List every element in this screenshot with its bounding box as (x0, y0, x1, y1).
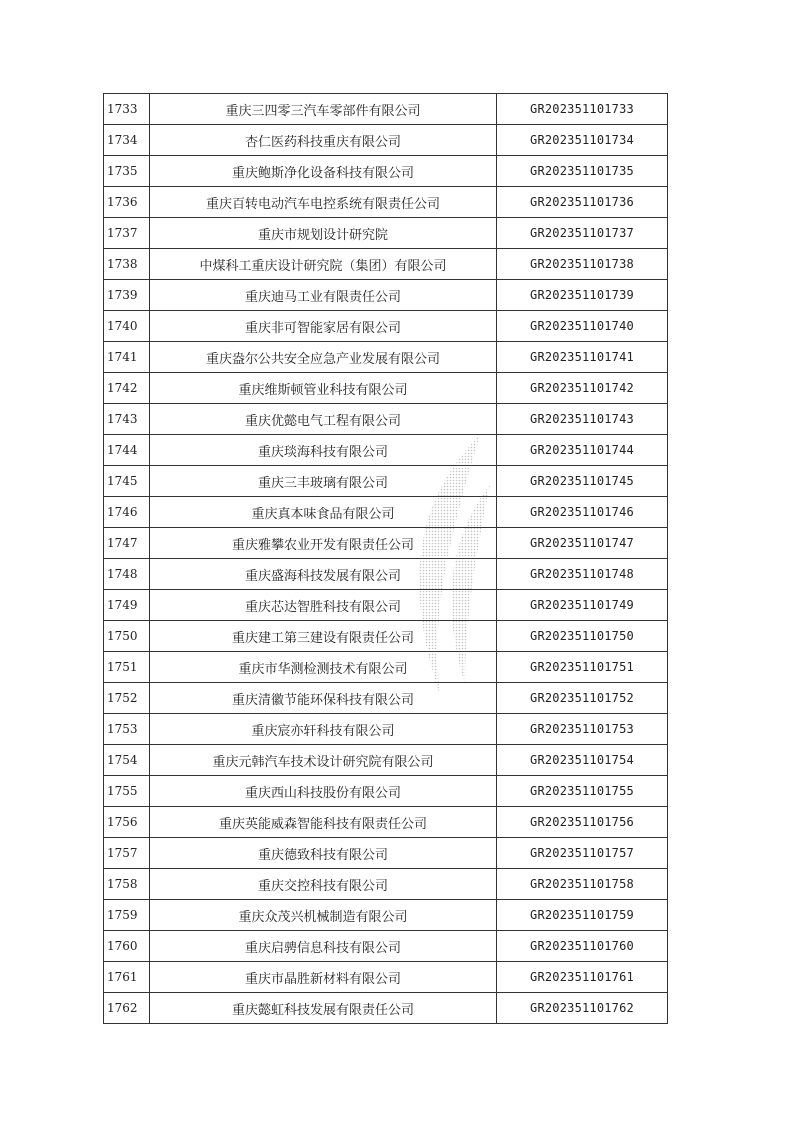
table-row (104, 962, 668, 993)
row-number: 1745 (104, 466, 150, 497)
company-name: 重庆盛海科技发展有限公司 (150, 559, 497, 590)
table-row (104, 342, 668, 373)
certificate-number: GR202351101741 (497, 342, 668, 373)
row-number: 1752 (104, 683, 150, 714)
company-name: 重庆迪马工业有限责任公司 (150, 280, 497, 311)
company-name: 重庆琰海科技有限公司 (150, 435, 497, 466)
certificate-number: GR202351101761 (497, 962, 668, 993)
company-name: 重庆西山科技股份有限公司 (150, 776, 497, 807)
certificate-number: GR202351101755 (497, 776, 668, 807)
table-row (104, 900, 668, 931)
row-number: 1739 (104, 280, 150, 311)
row-number: 1747 (104, 528, 150, 559)
certificate-number: GR202351101736 (497, 187, 668, 218)
certificate-number: GR202351101738 (497, 249, 668, 280)
certificate-number: GR202351101742 (497, 373, 668, 404)
row-number: 1751 (104, 652, 150, 683)
row-number: 1756 (104, 807, 150, 838)
table-row (104, 528, 668, 559)
company-name: 重庆交控科技有限公司 (150, 869, 497, 900)
company-name: 重庆非可智能家居有限公司 (150, 311, 497, 342)
table-row (104, 435, 668, 466)
certificate-number: GR202351101758 (497, 869, 668, 900)
table-row (104, 776, 668, 807)
certificate-number: GR202351101759 (497, 900, 668, 931)
row-number: 1744 (104, 435, 150, 466)
company-name: 重庆百转电动汽车电控系统有限责任公司 (150, 187, 497, 218)
company-name: 重庆清徽节能环保科技有限公司 (150, 683, 497, 714)
certificate-number: GR202351101752 (497, 683, 668, 714)
table-row (104, 590, 668, 621)
certificate-number: GR202351101735 (497, 156, 668, 187)
company-name: 重庆三丰玻璃有限公司 (150, 466, 497, 497)
table-row (104, 280, 668, 311)
table-row (104, 218, 668, 249)
certificate-number: GR202351101743 (497, 404, 668, 435)
company-name: 重庆三四零三汽车零部件有限公司 (150, 94, 497, 125)
row-number: 1737 (104, 218, 150, 249)
table-row (104, 869, 668, 900)
table-row (104, 993, 668, 1024)
table-row (104, 621, 668, 652)
company-name: 重庆维斯顿管业科技有限公司 (150, 373, 497, 404)
company-name: 重庆优懿电气工程有限公司 (150, 404, 497, 435)
row-number: 1740 (104, 311, 150, 342)
company-name: 重庆英能威森智能科技有限责任公司 (150, 807, 497, 838)
table-row (104, 683, 668, 714)
certificate-number: GR202351101739 (497, 280, 668, 311)
table-row (104, 559, 668, 590)
row-number: 1743 (104, 404, 150, 435)
certificate-number: GR202351101756 (497, 807, 668, 838)
row-number: 1754 (104, 745, 150, 776)
table-row (104, 311, 668, 342)
row-number: 1736 (104, 187, 150, 218)
table-row (104, 807, 668, 838)
company-name: 重庆市华测检测技术有限公司 (150, 652, 497, 683)
company-name: 重庆启骋信息科技有限公司 (150, 931, 497, 962)
certificate-number: GR202351101744 (497, 435, 668, 466)
company-table (103, 93, 668, 1024)
table-body (104, 94, 668, 1024)
row-number: 1762 (104, 993, 150, 1024)
company-name: 重庆元韩汽车技术设计研究院有限公司 (150, 745, 497, 776)
row-number: 1748 (104, 559, 150, 590)
certificate-number: GR202351101746 (497, 497, 668, 528)
table-row (104, 94, 668, 125)
row-number: 1753 (104, 714, 150, 745)
certificate-number: GR202351101737 (497, 218, 668, 249)
row-number: 1746 (104, 497, 150, 528)
company-name: 重庆懿虹科技发展有限责任公司 (150, 993, 497, 1024)
row-number: 1741 (104, 342, 150, 373)
certificate-number: GR202351101734 (497, 125, 668, 156)
certificate-number: GR202351101754 (497, 745, 668, 776)
row-number: 1738 (104, 249, 150, 280)
certificate-number: GR202351101740 (497, 311, 668, 342)
table-row (104, 497, 668, 528)
row-number: 1757 (104, 838, 150, 869)
table-row (104, 652, 668, 683)
company-name: 重庆芯达智胜科技有限公司 (150, 590, 497, 621)
certificate-number: GR202351101762 (497, 993, 668, 1024)
certificate-number: GR202351101749 (497, 590, 668, 621)
certificate-number: GR202351101733 (497, 94, 668, 125)
table-row (104, 125, 668, 156)
certificate-number: GR202351101751 (497, 652, 668, 683)
certificate-number: GR202351101757 (497, 838, 668, 869)
company-name: 重庆众茂兴机械制造有限公司 (150, 900, 497, 931)
company-name: 杏仁医药科技重庆有限公司 (150, 125, 497, 156)
table-row (104, 404, 668, 435)
company-name: 重庆宸亦轩科技有限公司 (150, 714, 497, 745)
row-number: 1760 (104, 931, 150, 962)
company-name: 中煤科工重庆设计研究院（集团）有限公司 (150, 249, 497, 280)
certificate-number: GR202351101747 (497, 528, 668, 559)
table-row (104, 187, 668, 218)
company-name: 重庆盎尔公共安全应急产业发展有限公司 (150, 342, 497, 373)
table-row (104, 838, 668, 869)
row-number: 1761 (104, 962, 150, 993)
table-row (104, 249, 668, 280)
certificate-number: GR202351101748 (497, 559, 668, 590)
row-number: 1735 (104, 156, 150, 187)
company-name: 重庆德致科技有限公司 (150, 838, 497, 869)
row-number: 1749 (104, 590, 150, 621)
company-name: 重庆真本味食品有限公司 (150, 497, 497, 528)
row-number: 1758 (104, 869, 150, 900)
document-page (103, 93, 661, 1024)
row-number: 1750 (104, 621, 150, 652)
company-name: 重庆建工第三建设有限责任公司 (150, 621, 497, 652)
table-row (104, 373, 668, 404)
company-name: 重庆鲍斯净化设备科技有限公司 (150, 156, 497, 187)
table-row (104, 714, 668, 745)
certificate-number: GR202351101745 (497, 466, 668, 497)
row-number: 1742 (104, 373, 150, 404)
certificate-number: GR202351101760 (497, 931, 668, 962)
certificate-number: GR202351101753 (497, 714, 668, 745)
table-row (104, 156, 668, 187)
row-number: 1755 (104, 776, 150, 807)
row-number: 1733 (104, 94, 150, 125)
row-number: 1759 (104, 900, 150, 931)
table-row (104, 745, 668, 776)
company-name: 重庆雅攀农业开发有限责任公司 (150, 528, 497, 559)
table-row (104, 931, 668, 962)
table-row (104, 466, 668, 497)
company-name: 重庆市晶胜新材料有限公司 (150, 962, 497, 993)
company-name: 重庆市规划设计研究院 (150, 218, 497, 249)
certificate-number: GR202351101750 (497, 621, 668, 652)
row-number: 1734 (104, 125, 150, 156)
